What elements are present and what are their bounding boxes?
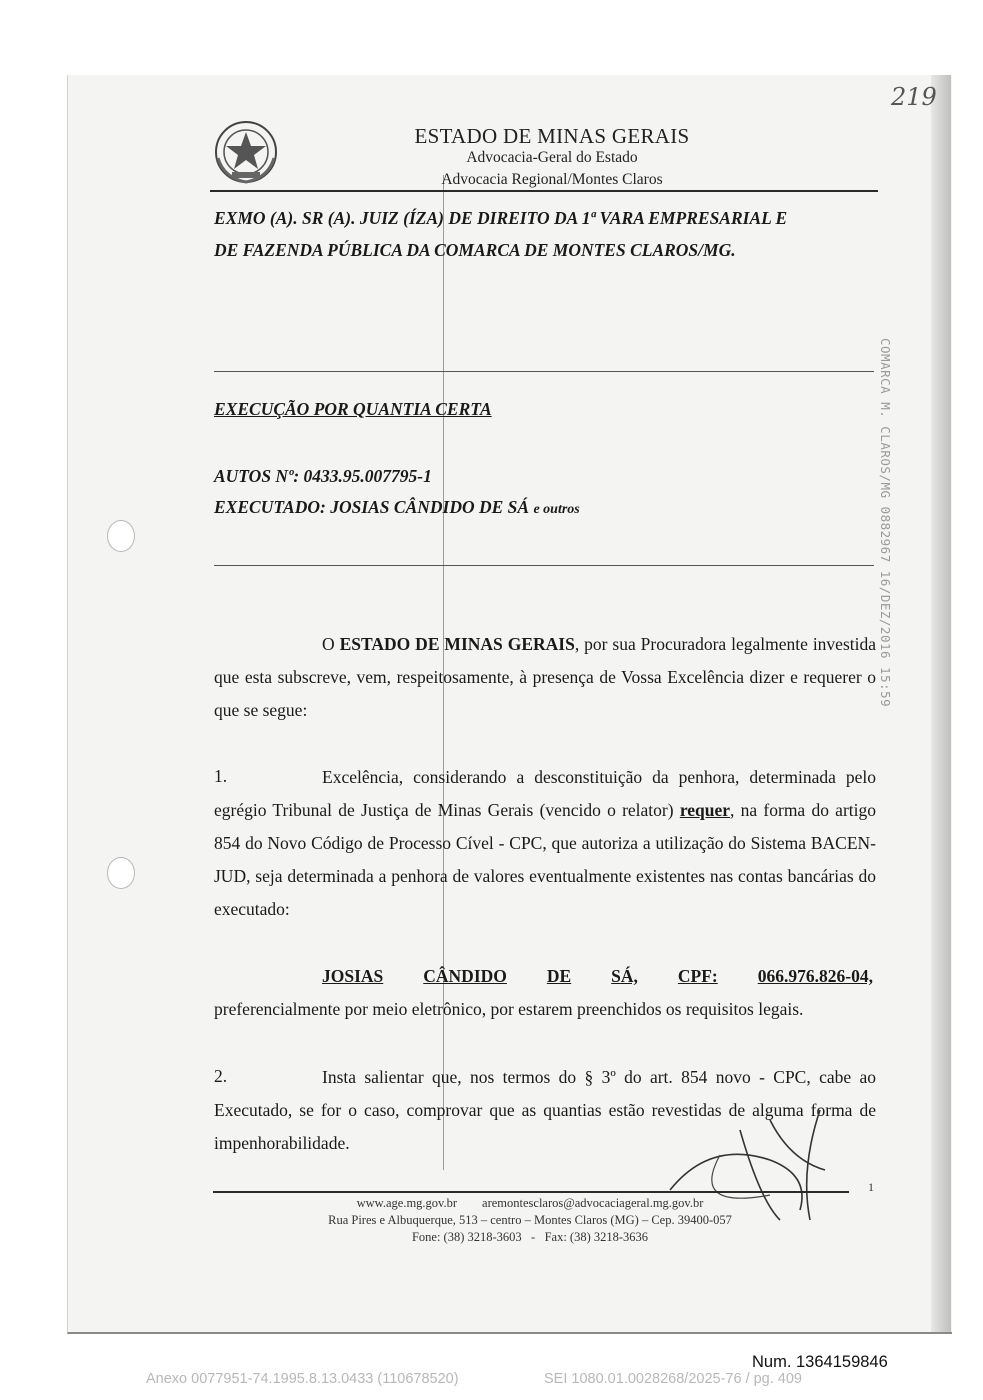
intro-rest: , por sua Procuradora legalmente investida que esta subscreve, vem, respeitosamente, à presença de Vossa Excelência dizer e requerer o que se segue: (214, 634, 876, 720)
item-1-paragraph (214, 761, 876, 926)
address-line-2: DE FAZENDA PÚBLICA DA COMARCA DE MONTES CLAROS/MG. (214, 240, 736, 260)
footer-address: Rua Pires e Albuquerque, 513 – centro – Montes Claros (MG) – Cep. 39400-057 (328, 1213, 732, 1227)
debtor-word-5: CPF: (677, 966, 718, 986)
punch-hole-bottom (107, 857, 135, 889)
header-sub2: Advocacia Regional/Montes Claros (441, 171, 663, 188)
annex-right: SEI 1080.01.0028268/2025-76 / pg. 409 (544, 1371, 802, 1387)
divider-top (214, 371, 874, 372)
punch-hole-top (107, 520, 135, 552)
coat-of-arms-seal (210, 118, 282, 186)
annex-left: Anexo 0077951-74.1995.8.13.0433 (110678520) (146, 1371, 459, 1387)
debtor-word-2: CÂNDIDO (423, 966, 507, 986)
footer-phones: Fone: (38) 3218-3603 - Fax: (38) 3218-3636 (411, 1230, 649, 1244)
footer-email: aremontesclaros@advocaciageral.mg.gov.br (482, 1196, 704, 1210)
handwritten-folio: 219 (891, 83, 937, 111)
executado-suffix: e outros (533, 502, 580, 517)
footer-contacts (260, 1196, 800, 1211)
debtor-line (322, 966, 873, 987)
header-rule (210, 190, 878, 192)
item-1-text-a: Excelência, considerando a desconstituição da penhora, determinada pelo egrégio Tribunal de Justiça de Minas Gerais (vencido o relator) (214, 767, 876, 820)
divider-bottom (214, 565, 874, 566)
item-2-number: 2. (214, 1066, 228, 1086)
debtor-continuation: preferencialmente por meio eletrônico, por estarem preenchidos os requisitos legais. (214, 999, 804, 1019)
protocol-stamp: COMARCA M. CLAROS/MG 0882967 16/DEZ/2016 15:59 (878, 338, 893, 708)
header-org: ESTADO DE MINAS GERAIS (414, 124, 690, 148)
debtor-word-1: JOSIAS (322, 966, 384, 986)
executado-name: EXECUTADO: JOSIAS CÂNDIDO DE SÁ (214, 497, 530, 517)
item-1-bold: requer (679, 800, 731, 820)
debtor-word-6: 066.976.826-04, (757, 966, 873, 986)
item-1-number: 1. (214, 766, 228, 786)
debtor-word-4: SÁ, (611, 966, 638, 986)
item-1-text-b: , na forma do artigo 854 do Novo Código de Processo Cível - CPC, que autoriza a utilização do Sistema BACEN-JUD, seja determinada a penhora de valores eventualmente existentes nas contas bancárias do executado: (214, 800, 877, 919)
header-sub1: Advocacia-Geral do Estado (466, 149, 638, 166)
intro-prefix: O (322, 634, 340, 654)
executado-line (214, 497, 580, 518)
intro-bold: ESTADO DE MINAS GERAIS (339, 634, 575, 654)
page-number: 1 (868, 1180, 874, 1194)
case-type: EXECUÇÃO POR QUANTIA CERTA (214, 399, 492, 419)
address-line-1: EXMO (A). SR (A). JUIZ (ÍZA) DE DIREITO DA 1ª VARA EMPRESARIAL E (214, 208, 788, 228)
page-edge-shadow (931, 75, 951, 1332)
document-id: Num. 1364159846 (752, 1353, 888, 1371)
footer-site: www.age.mg.gov.br (356, 1196, 458, 1210)
intro-paragraph (214, 628, 876, 727)
footer-rule (213, 1191, 849, 1193)
debtor-word-3: DE (546, 966, 572, 986)
item-2-paragraph: Insta salientar que, nos termos do § 3º do art. 854 novo - CPC, cabe ao Executado, se for o caso, comprovar que as quantias estão revestidas de alguma forma de impenhorabilidade. (214, 1067, 876, 1153)
case-number: AUTOS Nº: 0433.95.007795-1 (214, 466, 432, 486)
